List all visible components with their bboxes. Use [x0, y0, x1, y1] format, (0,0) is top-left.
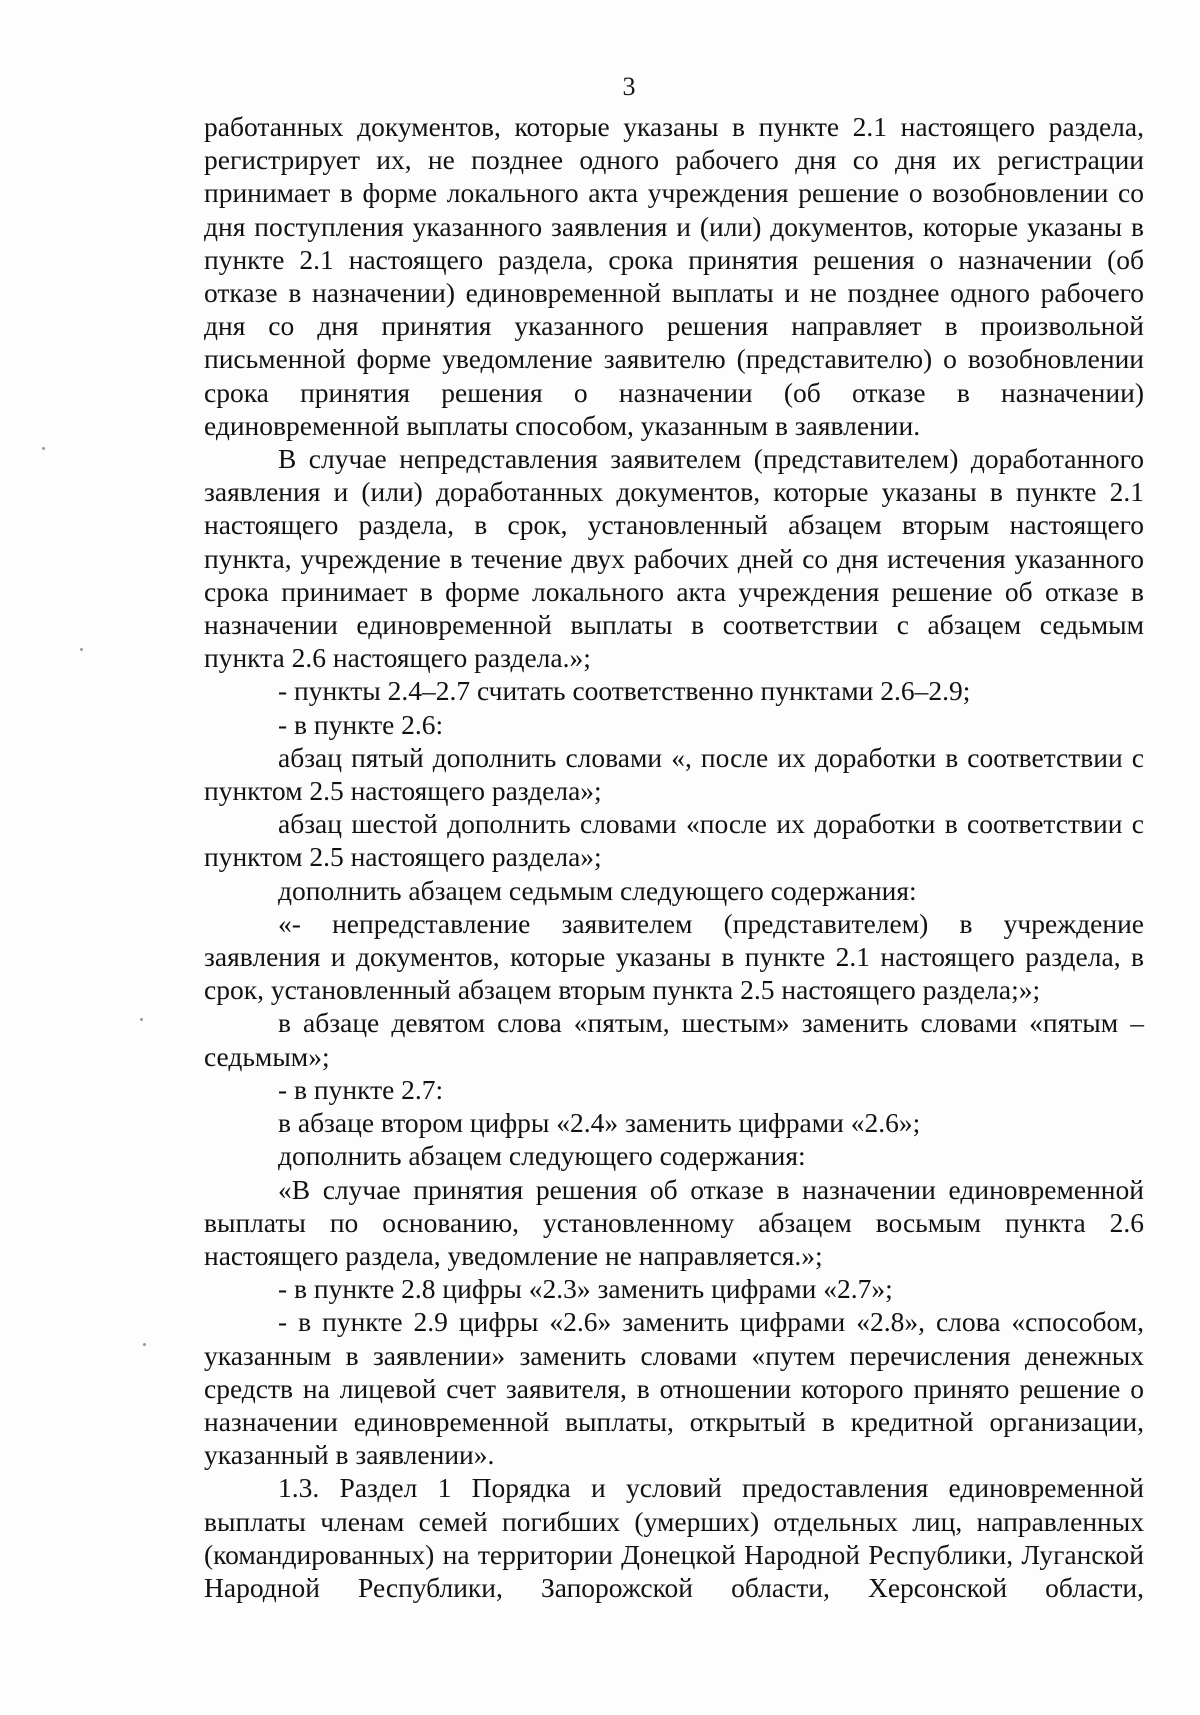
scan-speck [140, 1018, 143, 1021]
scan-speck [143, 1343, 146, 1346]
list-item: - в пункте 2.8 цифры «2.3» заменить цифрами «2.7»; [278, 1273, 893, 1305]
list-item: - пункты 2.4–2.7 считать соответственно пунктами 2.6–2.9; [278, 675, 971, 707]
paragraph: в абзаце втором цифры «2.4» заменить цифрами «2.6»; [278, 1107, 921, 1139]
scan-speck [80, 648, 83, 651]
paragraph: абзац шестой дополнить словами «после их доработки в соответствии с пунктом 2.5 настоящего раздела»; [204, 808, 1144, 873]
paragraph: в абзаце девятом слова «пятым, шестым» заменить словами «пятым – седьмым»; [204, 1007, 1144, 1072]
section-paragraph: 1.3. Раздел 1 Порядка и условий предоставления единовременной выплаты членам семей погибших (умерших) отдельных лиц, направленных (командированных) на территории Донецкой Народной Республики, Луганской Народной Республики, Запорожской области, Херсонской области, [204, 1472, 1144, 1603]
paragraph: В случае непредставления заявителем (представителем) доработанного заявления и (или) доработанных документов, которые указаны в пункте 2.1 настоящего раздела, в срок, установленный абзацем вторым настоящего пункта, учреждение в течение двух рабочих дней со дня истечения указанного срока принимает в форме локального акта учреждения решение об отказе в назначении единовременной выплаты в соответствии с абзацем седьмым пункта 2.6 настоящего раздела.»; [204, 443, 1144, 674]
paragraph: дополнить абзацем следующего содержания: [278, 1140, 806, 1172]
list-item: - в пункте 2.7: [278, 1073, 444, 1105]
list-item: - в пункте 2.9 цифры «2.6» заменить цифрами «2.8», слова «способом, указанным в заявлении» заменить словами «путем перечисления денежных средств на лицевой счет заявителя, в отношении которого принято решение о назначении единовременной выплаты, открытый в кредитной организации, указанный в заявлении». [204, 1306, 1144, 1471]
paragraph: дополнить абзацем седьмым следующего содержания: [278, 874, 917, 906]
paragraph-continuation: работанных документов, которые указаны в пункте 2.1 настоящего раздела, регистрирует их, не позднее одного рабочего дня со дня их регистрации принимает в форме локального акта учреждения решение о возобновлении со дня поступления указанного заявления и (или) документов, которые указаны в пункте 2.1 настоящего раздела, срока принятия решения о назначении (об отказе в назначении) единовременной выплаты и не позднее одного рабочего дня со дня принятия указанного решения направляет в произвольной письменной форме уведомление заявителю (представителю) о возобновлении срока принятия решения о назначении (об отказе в назначении) единовременной выплаты способом, указанным в заявлении. [204, 111, 1144, 441]
quoted-paragraph: «- непредставление заявителем (представителем) в учреждение заявления и документов, которые указаны в пункте 2.1 настоящего раздела, в срок, установленный абзацем вторым пункта 2.5 настоящего раздела;»; [204, 907, 1144, 1006]
document-body [204, 110, 1144, 1604]
quoted-paragraph: «В случае принятия решения об отказе в назначении единовременной выплаты по основанию, установленному абзацем восьмым пункта 2.6 настоящего раздела, уведомление не направляется.»; [204, 1173, 1144, 1271]
page-number: 3 [622, 72, 636, 101]
paragraph: абзац пятый дополнить словами «, после их доработки в соответствии с пунктом 2.5 настоящего раздела»; [204, 741, 1144, 807]
scan-speck [42, 447, 45, 450]
list-item: - в пункте 2.6: [278, 708, 444, 740]
